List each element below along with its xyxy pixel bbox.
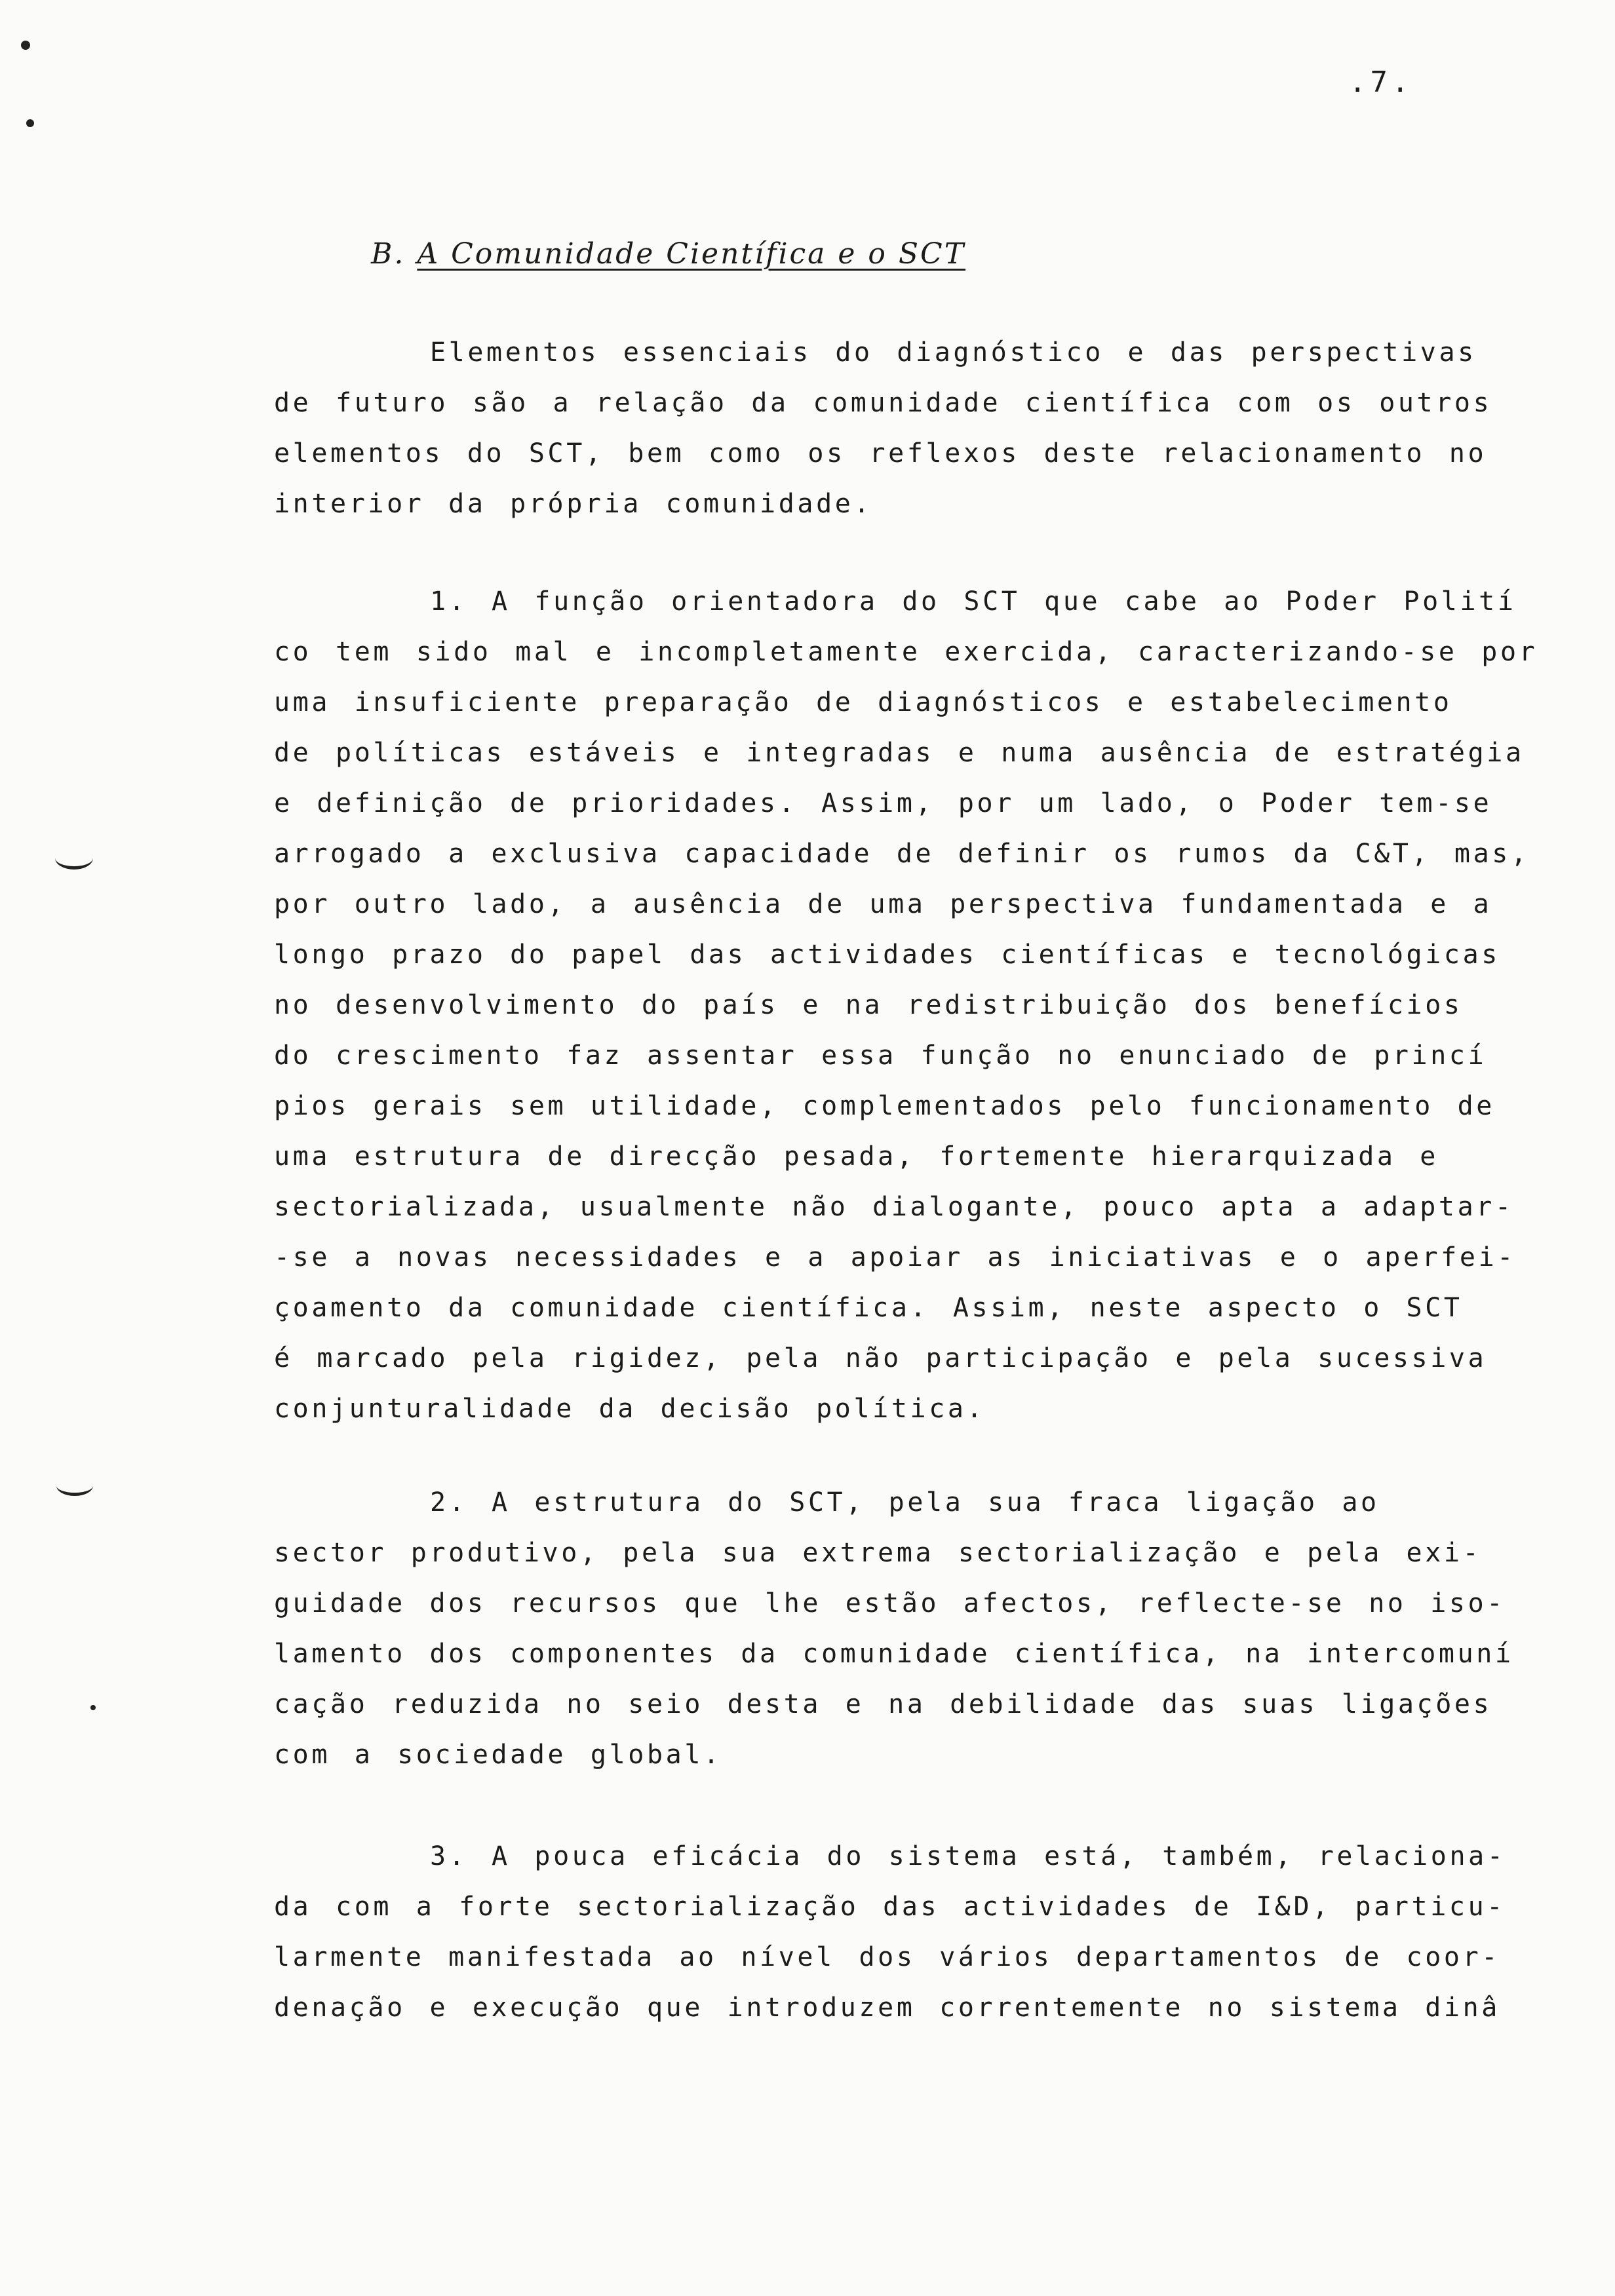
text-line: sector produtivo, pela sua extrema sectorialização e pela exi- — [274, 1538, 1482, 1568]
text-line: guidade dos recursos que lhe estão afectos, reflecte-se no iso- — [274, 1588, 1506, 1618]
text-line: longo prazo do papel das actividades científicas e tecnológicas — [274, 940, 1500, 970]
text-line: cação reduzida no seio desta e na debilidade das suas ligações — [274, 1689, 1492, 1719]
text-line: no desenvolvimento do país e na redistribuição dos benefícios — [274, 990, 1463, 1020]
text-line: com a sociedade global. — [274, 1740, 722, 1770]
text-line: co tem sido mal e incompletamente exercida, caracterizando-se por — [274, 637, 1538, 667]
text-line: e definição de prioridades. Assim, por um lado, o Poder tem-se — [274, 788, 1492, 818]
page-number: .7. — [1349, 66, 1413, 99]
text-line: arrogado a exclusiva capacidade de definir os rumos da C&T, mas, — [274, 839, 1530, 869]
section-letter: B. — [371, 237, 406, 271]
text-line: do crescimento faz assentar essa função no enunciado de princí — [274, 1041, 1487, 1071]
scan-dot — [90, 1705, 96, 1710]
text-line: da com a forte sectorialização das actividades de I&D, particu- — [274, 1892, 1506, 1922]
paragraph-2 — [274, 1478, 1552, 1780]
text-line: 2. A estrutura do SCT, pela sua fraca ligação ao — [430, 1487, 1380, 1518]
text-line: de futuro são a relação da comunidade científica com os outros — [274, 388, 1492, 418]
scan-dot — [26, 119, 34, 127]
text-line: çoamento da comunidade científica. Assim, neste aspecto o SCT — [274, 1293, 1463, 1323]
text-line: uma insuficiente preparação de diagnósticos e estabelecimento — [274, 687, 1452, 718]
scan-dot — [21, 41, 30, 50]
binder-mark — [55, 847, 93, 870]
text-line: larmente manifestada ao nível dos vários departamentos de coor- — [274, 1942, 1500, 1972]
paragraph-3 — [274, 1831, 1552, 2033]
text-line: uma estrutura de direcção pesada, fortemente hierarquizada e — [274, 1141, 1439, 1172]
text-line: 3. A pouca eficácia do sistema está, também, relaciona- — [430, 1841, 1506, 1871]
text-line: conjunturalidade da decisão política. — [274, 1394, 986, 1424]
text-line: Elementos essenciais do diagnóstico e das perspectivas — [430, 337, 1477, 368]
text-line: de políticas estáveis e integradas e numa ausência de estratégia — [274, 738, 1525, 768]
text-line: pios gerais sem utilidade, complementados pelo funcionamento de — [274, 1091, 1495, 1121]
text-line: denação e execução que introduzem correntemente no sistema dinâ — [274, 1993, 1500, 2023]
binder-mark — [56, 1476, 93, 1496]
paragraph-1 — [274, 577, 1552, 1434]
text-line: elementos do SCT, bem como os reflexos deste relacionamento no — [274, 438, 1487, 469]
text-line: interior da própria comunidade. — [274, 489, 873, 519]
text-line: sectorializada, usualmente não dialogante, pouco apta a adaptar- — [274, 1192, 1514, 1222]
text-line: é marcado pela rigidez, pela não participação e pela sucessiva — [274, 1343, 1487, 1373]
text-line: -se a novas necessidades e a apoiar as iniciativas e o aperfei- — [274, 1242, 1516, 1272]
text-line: por outro lado, a ausência de uma perspectiva fundamentada e a — [274, 889, 1492, 919]
paragraph-intro — [274, 328, 1552, 529]
section-heading — [371, 237, 965, 271]
text-line: 1. A função orientadora do SCT que cabe ao Poder Polití — [430, 586, 1517, 617]
text-line: lamento dos componentes da comunidade científica, na intercomuní — [274, 1639, 1514, 1669]
section-title: A Comunidade Científica e o SCT — [417, 237, 966, 271]
